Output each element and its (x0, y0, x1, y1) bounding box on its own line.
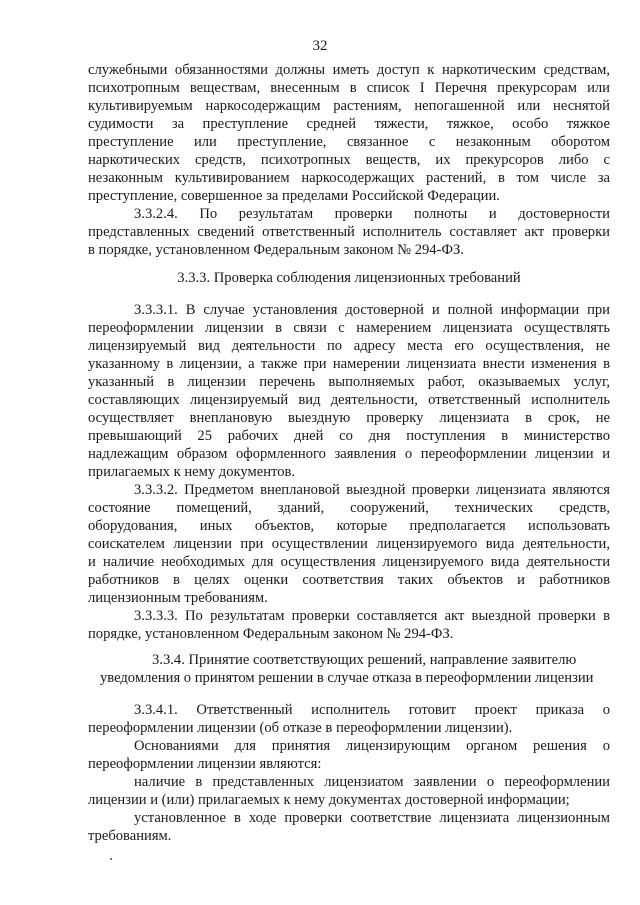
text-line: преступление или преступление, связанное с незаконным оборотом (88, 134, 610, 150)
text-line: указанному в лицензии, а также при намерении лицензиата внести изменения в (88, 356, 610, 372)
text-line: прилагаемых к нему документов. (88, 464, 296, 480)
text-line: осуществляет внеплановую выездную проверку лицензиата в срок, не (88, 410, 610, 426)
text-line: работников в целях оценки соответствия таких объектов и работников (88, 572, 610, 588)
text-line: требованиям. (88, 828, 172, 844)
text-line: переоформлении лицензии являются: (88, 756, 322, 772)
section-heading: уведомления о принятом решении в случае отказа в переоформлении лицензии (100, 670, 594, 686)
text-line: незаконным культивированием наркосодержащих растений, в том числе за (88, 170, 610, 186)
text-line: служебными обязанностями должны иметь доступ к наркотическим средствам, (88, 62, 610, 78)
text-line: порядке, установленном Федеральным законом № 294-ФЗ. (88, 626, 454, 642)
text-line: переоформлении лицензии в связи с намерением лицензиата осуществлять (88, 320, 610, 336)
text-line: лицензионным требованиям. (88, 590, 268, 606)
text-line: составляющих лицензируемый вид деятельности, ответственный исполнитель (88, 392, 610, 408)
text-line: наркотических средств, психотропных веществ, их прекурсоров либо с (88, 152, 610, 168)
section-heading: 3.3.4. Принятие соответствующих решений, направление заявителю (152, 652, 577, 668)
text-line: оборудования, иных объектов, которые предполагается использовать (88, 518, 610, 534)
text-line: представленных сведений ответственный исполнитель составляет акт проверки (88, 224, 610, 240)
text-line: надлежащим образом оформленного заявления о переоформлении лицензии и (88, 446, 610, 462)
section-heading: 3.3.3. Проверка соблюдения лицензионных требований (177, 270, 521, 286)
text-line: в порядке, установленном Федеральным законом № 294-ФЗ. (88, 242, 464, 258)
text-line: и наличие необходимых для осуществления лицензируемого вида деятельности (88, 554, 610, 570)
text-line: переоформлении лицензии (об отказе в переоформлении лицензии). (88, 720, 513, 736)
text-line: Основаниями для принятия лицензирующим органом решения о (134, 738, 610, 754)
text-line: культивируемым наркосодержащим растениям, непогашенной или неснятой (88, 98, 610, 114)
text-line: лицензии и (или) прилагаемых к нему документах достоверной информации; (88, 792, 570, 808)
scan-speck (110, 858, 112, 860)
text-line: наличие в представленных лицензиатом заявлении о переоформлении (134, 774, 610, 790)
text-line: соискателем лицензии при осуществлении лицензируемого вида деятельности, (88, 536, 610, 552)
page-number: 32 (312, 38, 328, 54)
text-line: 3.3.3.1. В случае установления достоверной и полной информации при (134, 302, 610, 318)
text-line: 3.3.2.4. По результатам проверки полноты и достоверности (134, 206, 610, 222)
text-line: 3.3.4.1. Ответственный исполнитель готовит проект приказа о (134, 702, 610, 718)
text-line: лицензируемый вид деятельности по адресу места его осуществления, не (88, 338, 610, 354)
text-line: превышающий 25 рабочих дней со дня поступления в министерство (88, 428, 610, 444)
text-line: состояние помещений, зданий, сооружений, технических средств, (88, 500, 610, 516)
text-line: преступление, совершенное за пределами Российской Федерации. (88, 188, 500, 204)
text-line: установленное в ходе проверки соответствие лицензиата лицензионным (134, 810, 610, 826)
text-line: судимости за преступление средней тяжести, тяжкое, особо тяжкое (88, 116, 610, 132)
text-line: психотропным веществам, внесенным в список I Перечня прекурсорам или (88, 80, 610, 96)
text-line: указанный в лицензии перечень выполняемых работ, оказываемых услуг, (88, 374, 610, 390)
text-line: 3.3.3.2. Предметом внеплановой выездной проверки лицензиата являются (134, 482, 610, 498)
text-line: 3.3.3.3. По результатам проверки составляется акт выездной проверки в (134, 608, 610, 624)
